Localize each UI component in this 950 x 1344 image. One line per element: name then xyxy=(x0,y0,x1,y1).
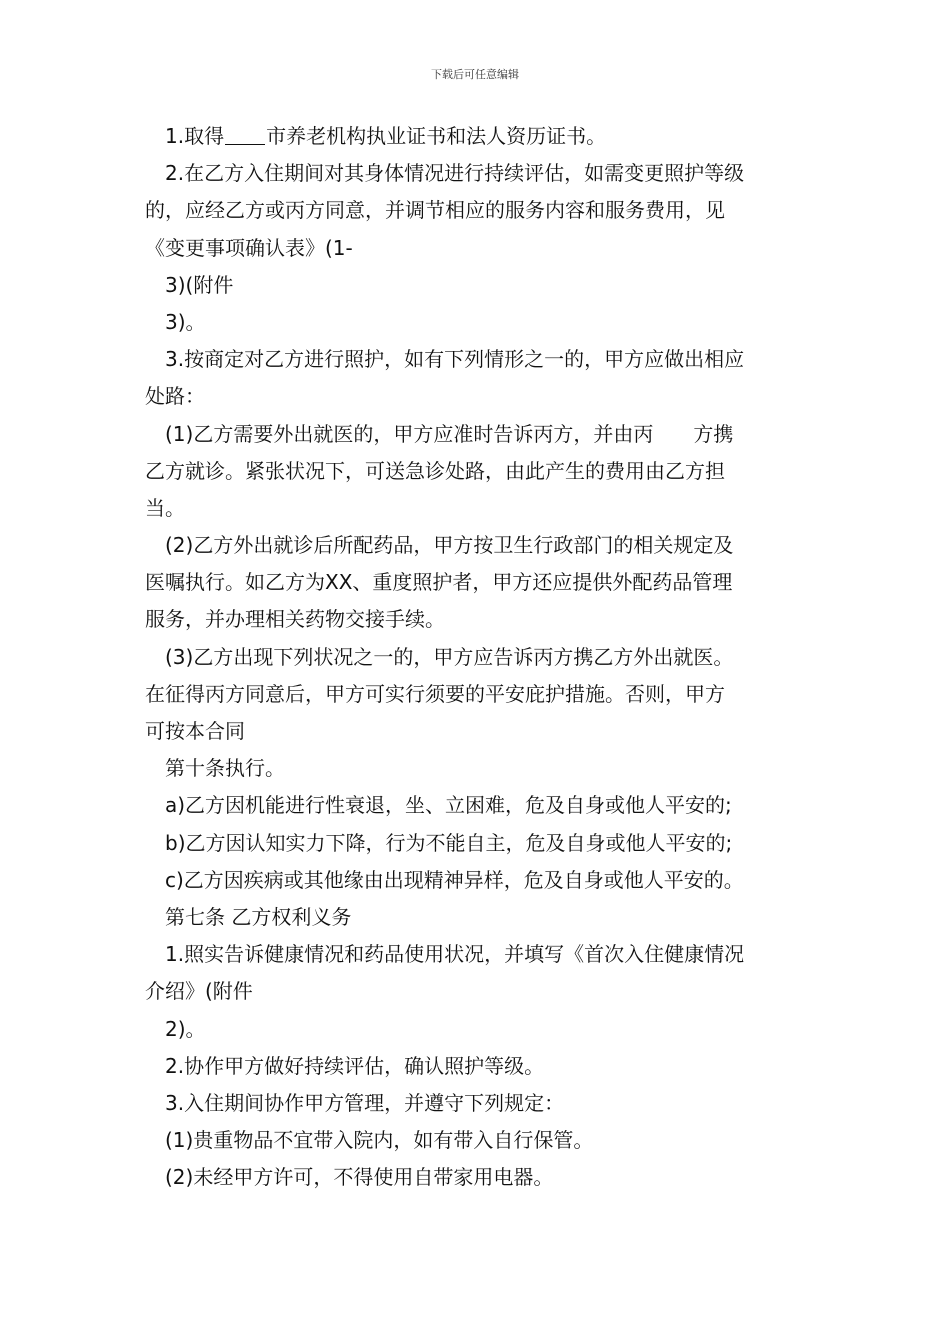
clause-line: 第十条执行。 xyxy=(165,756,285,781)
clause-line: 的，应经乙方或丙方同意，并调节相应的服务内容和服务费用，见 xyxy=(145,198,725,223)
clause-text: (1)乙方需要外出就医的，甲方应准时告诉丙方，并由丙 xyxy=(165,421,654,446)
clause-line: (1)贵重物品不宜带入院内，如有带入自行保管。 xyxy=(165,1128,594,1153)
clause-line xyxy=(145,118,810,155)
clause-text: 方携 xyxy=(693,421,734,446)
clause-line: 《变更事项确认表》(1- xyxy=(145,235,353,260)
page-header-note: 下载后可任意编辑 xyxy=(431,68,519,81)
fill-in-blank xyxy=(225,124,265,145)
clause-line: 3.按商定对乙方进行照护，如有下列情形之一的，甲方应做出相应 xyxy=(165,347,745,372)
clause-line: 3)(附件 xyxy=(165,272,234,297)
clause-line: 医嘱执行。如乙方为XX、重度照护者，甲方还应提供外配药品管理 xyxy=(145,570,733,595)
clause-line: 2.协作甲方做好持续评估，确认照护等级。 xyxy=(165,1053,545,1078)
clause-line: 处路： xyxy=(145,384,205,409)
clause-line: (3)乙方出现下列状况之一的，甲方应告诉丙方携乙方外出就医。 xyxy=(165,644,734,669)
clause-line: (2)乙方外出就诊后所配药品，甲方按卫生行政部门的相关规定及 xyxy=(165,533,734,558)
clause-line: 1.照实告诉健康情况和药品使用状况，并填写《首次入住健康情况 xyxy=(165,942,745,967)
clause-line: 3)。 xyxy=(165,309,206,334)
clause-line: 2.在乙方入住期间对其身体情况进行持续评估，如需变更照护等级 xyxy=(165,161,745,186)
clause-line: 在征得丙方同意后，甲方可实行须要的平安庇护措施。否则，甲方 xyxy=(145,681,725,706)
clause-line: 服务，并办理相关药物交接手续。 xyxy=(145,607,445,632)
clause-line: 2)。 xyxy=(165,1016,206,1041)
article-heading: 第七条 乙方权利义务 xyxy=(165,904,352,929)
clause-line: 乙方就诊。紧张状况下，可送急诊处路，由此产生的费用由乙方担 xyxy=(145,458,725,483)
clause-line: b)乙方因认知实力下降，行为不能自主，危及自身或他人平安的; xyxy=(165,830,733,855)
clause-line: 可按本合同 xyxy=(145,719,245,743)
clause-line: 当。 xyxy=(145,495,185,520)
clause-line: a)乙方因机能进行性衰退，坐、立困难，危及自身或他人平安的; xyxy=(165,793,732,818)
clause-text: 市养老机构执业证书和法人资历证书。 xyxy=(266,124,607,148)
clause-line: 介绍》(附件 xyxy=(145,979,253,1004)
clause-line xyxy=(145,416,810,453)
clause-line: c)乙方因疾病或其他缘由出现精神异样，危及自身或他人平安的。 xyxy=(165,867,744,892)
clause-text: 1.取得 xyxy=(165,124,225,148)
contract-body xyxy=(145,118,810,1196)
clause-line: 3.入住期间协作甲方管理，并遵守下列规定： xyxy=(165,1090,565,1115)
clause-line: (2)未经甲方许可，不得使用自带家用电器。 xyxy=(165,1165,554,1190)
